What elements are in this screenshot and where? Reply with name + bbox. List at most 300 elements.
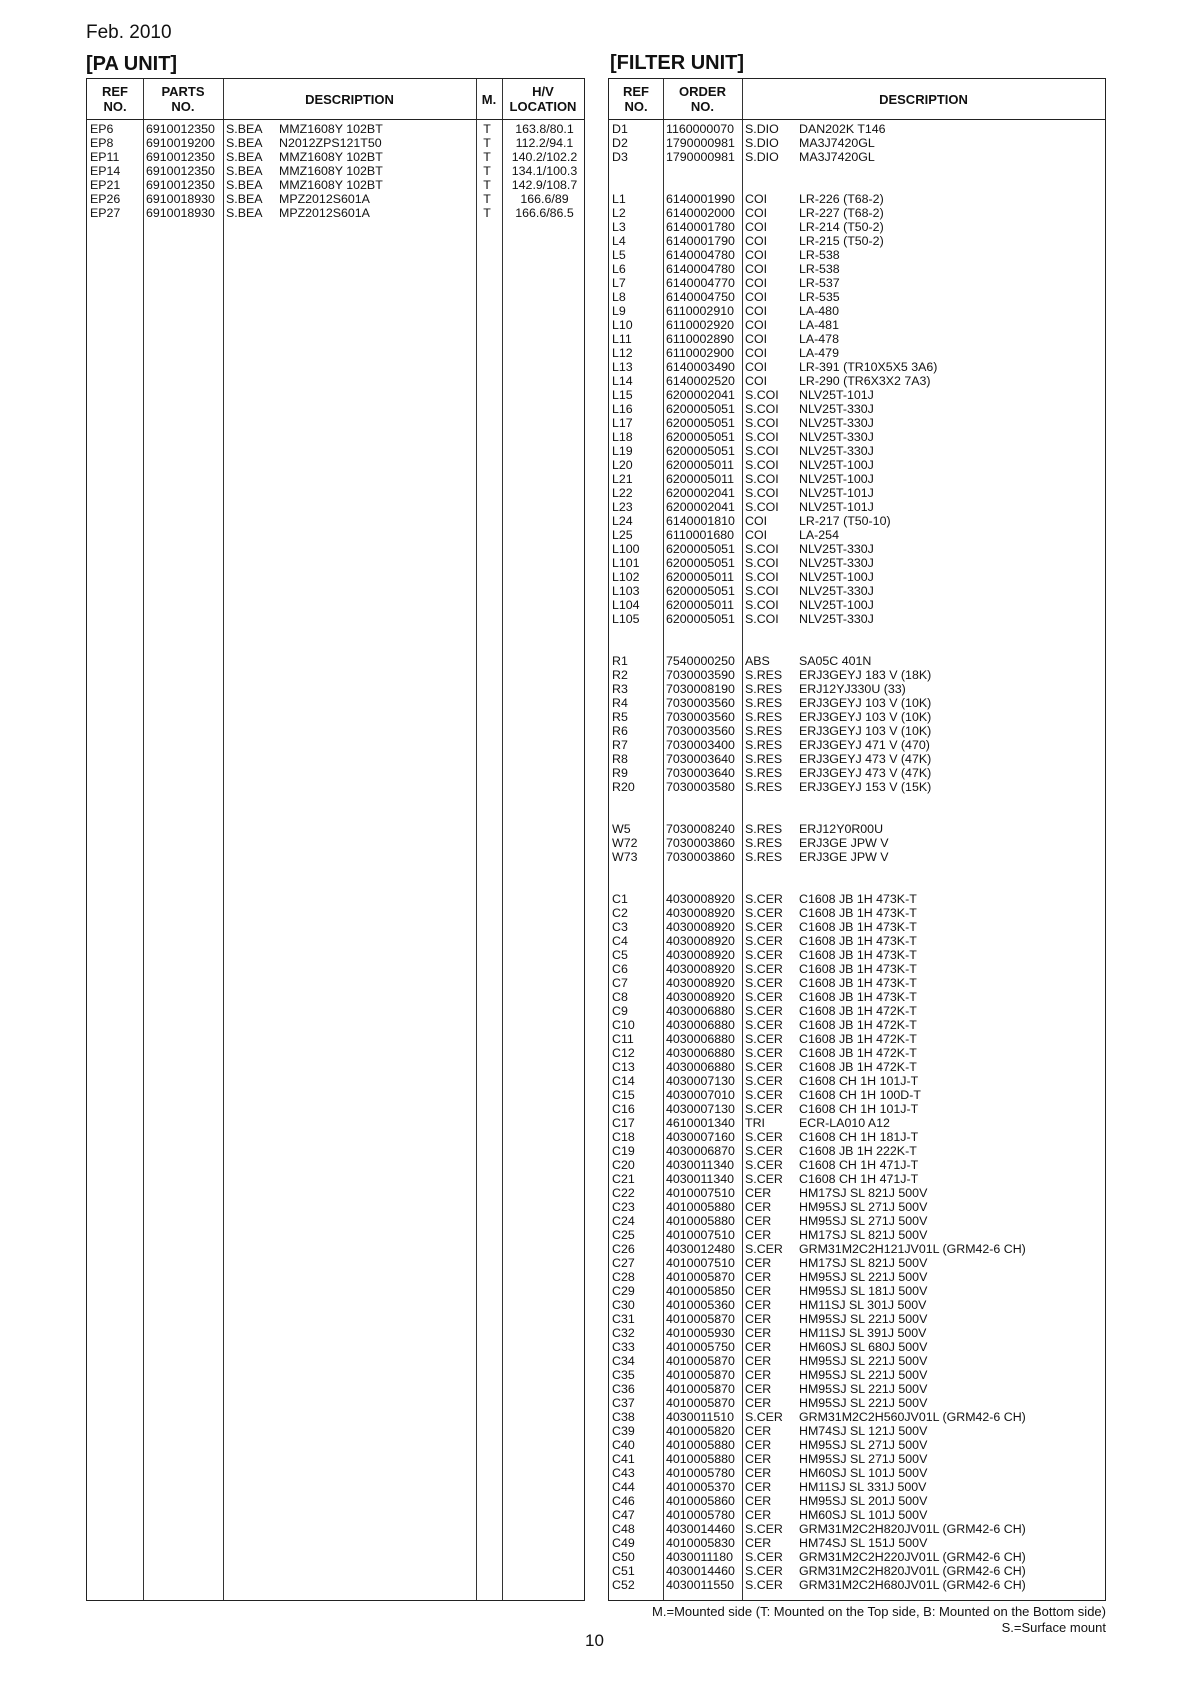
- order-no: 6200005011: [666, 598, 734, 612]
- table-row: [609, 1284, 1105, 1298]
- header-description: DESCRIPTION: [305, 91, 394, 107]
- ref-no: L15: [612, 388, 633, 402]
- table-row: [609, 976, 1105, 990]
- table-row: [609, 1004, 1105, 1018]
- table-row: [609, 654, 1105, 668]
- description: C1608 CH 1H 471J-T: [799, 1172, 919, 1186]
- part-type: S.CER: [745, 906, 783, 920]
- ref-no: C29: [612, 1284, 635, 1298]
- ref-no: C24: [612, 1214, 635, 1228]
- description: ERJ3GEYJ 103 V (10K): [799, 696, 932, 710]
- ref-no: R2: [612, 668, 628, 682]
- ref-no: R4: [612, 696, 628, 710]
- table-row: [609, 1326, 1105, 1340]
- order-no: 7030003860: [666, 836, 735, 850]
- ref-no: C39: [612, 1424, 635, 1438]
- table-row: [609, 1340, 1105, 1354]
- description: LR-290 (TR6X3X2 7A3): [799, 374, 931, 388]
- table-row: [609, 500, 1105, 514]
- part-type: S.CER: [745, 1060, 783, 1074]
- part-type: S.COI: [745, 430, 779, 444]
- table-row: [609, 1522, 1105, 1536]
- part-type: CER: [745, 1494, 772, 1508]
- table-row: [609, 122, 1105, 136]
- mounted-side: T: [483, 164, 491, 178]
- description: NLV25T-330J: [799, 584, 874, 598]
- order-no: 7030003560: [666, 710, 735, 724]
- part-type: S.CER: [745, 1172, 783, 1186]
- part-type: COI: [745, 234, 768, 248]
- description: N2012ZPS121T50: [279, 136, 382, 150]
- part-type: S.CER: [745, 1242, 783, 1256]
- description: C1608 JB 1H 473K-T: [799, 976, 917, 990]
- order-no: 4010005880: [666, 1452, 735, 1466]
- description: NLV25T-330J: [799, 416, 874, 430]
- description: NLV25T-101J: [799, 486, 874, 500]
- order-no: 6110002890: [666, 332, 734, 346]
- ref-no: C43: [612, 1466, 635, 1480]
- table-row: [609, 752, 1105, 766]
- ref-no: L100: [612, 542, 640, 556]
- ref-no: R20: [612, 780, 635, 794]
- part-type: COI: [745, 528, 768, 542]
- description: C1608 JB 1H 473K-T: [799, 948, 917, 962]
- part-type: S.BEA: [226, 136, 263, 150]
- part-type: S.COI: [745, 458, 779, 472]
- order-no: 6140003490: [666, 360, 735, 374]
- order-no: 4010005880: [666, 1438, 735, 1452]
- order-no: 1790000981: [666, 136, 735, 150]
- ref-no: C30: [612, 1298, 635, 1312]
- ref-no: C11: [612, 1032, 634, 1046]
- order-no: 4010005870: [666, 1312, 735, 1326]
- ref-no: R3: [612, 682, 628, 696]
- order-no: 4010005870: [666, 1354, 735, 1368]
- table-row: [609, 1480, 1105, 1494]
- ref-no: L22: [612, 486, 633, 500]
- table-row: [609, 1438, 1105, 1452]
- part-type: S.RES: [745, 752, 783, 766]
- order-no: 6200002041: [666, 486, 735, 500]
- column-divider: [476, 79, 477, 1600]
- filter-unit-rows: [609, 122, 1105, 1592]
- order-no: 6200005051: [666, 556, 735, 570]
- part-type: S.DIO: [745, 136, 779, 150]
- order-no: 6200002041: [666, 500, 735, 514]
- table-row: [609, 724, 1105, 738]
- table-row: [609, 290, 1105, 304]
- table-row: [609, 1536, 1105, 1550]
- order-no: 7030003560: [666, 696, 735, 710]
- description: MMZ1608Y 102BT: [279, 178, 383, 192]
- order-no: 4030014460: [666, 1564, 735, 1578]
- part-type: S.RES: [745, 766, 783, 780]
- description: NLV25T-330J: [799, 402, 874, 416]
- table-row: [609, 262, 1105, 276]
- part-type: CER: [745, 1214, 772, 1228]
- part-type: COI: [745, 206, 768, 220]
- description: ERJ3GEYJ 103 V (10K): [799, 724, 932, 738]
- order-no: 4010005930: [666, 1326, 735, 1340]
- part-type: S.CER: [745, 1004, 783, 1018]
- description: LR-537: [799, 276, 840, 290]
- description: MMZ1608Y 102BT: [279, 164, 383, 178]
- table-row: [609, 248, 1105, 262]
- part-type: ABS: [745, 654, 770, 668]
- description: HM95SJ SL 271J 500V: [799, 1200, 928, 1214]
- ref-no: L20: [612, 458, 633, 472]
- description: NLV25T-330J: [799, 444, 874, 458]
- ref-no: C9: [612, 1004, 628, 1018]
- description: HM74SJ SL 151J 500V: [799, 1536, 928, 1550]
- parts-no: 6910012350: [146, 164, 215, 178]
- part-type: COI: [745, 346, 768, 360]
- ref-no: C14: [612, 1074, 635, 1088]
- order-no: 4030011340: [666, 1158, 734, 1172]
- ref-no: R5: [612, 710, 628, 724]
- table-row: [609, 1158, 1105, 1172]
- ref-no: R6: [612, 724, 628, 738]
- table-row: [609, 1060, 1105, 1074]
- order-no: 7030003640: [666, 766, 735, 780]
- filter-unit-title: [FILTER UNIT]: [610, 52, 745, 74]
- part-type: S.COI: [745, 598, 779, 612]
- order-no: 7030003580: [666, 780, 735, 794]
- hv-location: 163.8/80.1: [515, 122, 574, 136]
- order-no: 6140004750: [666, 290, 735, 304]
- description: SA05C 401N: [799, 654, 872, 668]
- description: ERJ3GEYJ 183 V (18K): [799, 668, 932, 682]
- ref-no: C19: [612, 1144, 635, 1158]
- table-row: [609, 570, 1105, 584]
- part-type: S.BEA: [226, 206, 263, 220]
- ref-no: C5: [612, 948, 628, 962]
- header-divider: [87, 119, 584, 120]
- description: GRM31M2C2H820JV01L (GRM42-6 CH): [799, 1564, 1026, 1578]
- ref-no: C12: [612, 1046, 635, 1060]
- ref-no: C28: [612, 1270, 635, 1284]
- part-type: S.CER: [745, 1158, 783, 1172]
- header-ref-no: REF NO.: [623, 84, 649, 114]
- table-row: [609, 514, 1105, 528]
- description: ERJ12Y0R00U: [799, 822, 884, 836]
- ref-no: C32: [612, 1326, 635, 1340]
- part-type: S.CER: [745, 1102, 783, 1116]
- part-type: CER: [745, 1396, 772, 1410]
- part-type: S.RES: [745, 696, 783, 710]
- description: HM95SJ SL 271J 500V: [799, 1452, 928, 1466]
- part-type: S.BEA: [226, 164, 263, 178]
- date-label: Feb. 2010: [86, 22, 172, 43]
- header-divider: [609, 119, 1105, 120]
- table-row: [609, 1270, 1105, 1284]
- table-row: [609, 472, 1105, 486]
- table-row: [609, 528, 1105, 542]
- table-row: [609, 388, 1105, 402]
- part-type: S.COI: [745, 416, 779, 430]
- part-type: S.COI: [745, 472, 779, 486]
- description: NLV25T-330J: [799, 556, 874, 570]
- part-type: CER: [745, 1354, 772, 1368]
- hv-location: 166.6/89: [520, 192, 569, 206]
- order-no: 4010007510: [666, 1228, 735, 1242]
- description: HM95SJ SL 221J 500V: [799, 1396, 928, 1410]
- ref-no: L5: [612, 248, 626, 262]
- order-no: 6140001810: [666, 514, 735, 528]
- description: LA-481: [799, 318, 839, 332]
- parts-no: 6910012350: [146, 178, 215, 192]
- part-type: COI: [745, 276, 768, 290]
- table-row: [609, 1172, 1105, 1186]
- ref-no: D2: [612, 136, 628, 150]
- pa-unit-table: [86, 78, 585, 1601]
- description: GRM31M2C2H220JV01L (GRM42-6 CH): [799, 1550, 1026, 1564]
- column-divider: [502, 79, 503, 1600]
- table-row: [609, 136, 1105, 150]
- order-no: 6140001990: [666, 192, 735, 206]
- order-no: 6200005051: [666, 416, 735, 430]
- description: LA-479: [799, 346, 839, 360]
- part-type: COI: [745, 374, 768, 388]
- table-row: [609, 696, 1105, 710]
- ref-no: W5: [612, 822, 631, 836]
- table-row: [609, 1256, 1105, 1270]
- part-type: S.DIO: [745, 150, 779, 164]
- ref-no: C34: [612, 1354, 635, 1368]
- filter-unit-table: [608, 78, 1106, 1601]
- order-no: 6140002000: [666, 206, 735, 220]
- part-type: CER: [745, 1186, 772, 1200]
- order-no: 4010007510: [666, 1186, 735, 1200]
- order-no: 4010005370: [666, 1480, 735, 1494]
- ref-no: L105: [612, 612, 640, 626]
- ref-no: EP21: [90, 178, 121, 192]
- part-type: S.CER: [745, 1046, 783, 1060]
- order-no: 6110002910: [666, 304, 734, 318]
- description: LR-538: [799, 262, 840, 276]
- part-type: S.COI: [745, 542, 779, 556]
- part-type: S.CER: [745, 1018, 783, 1032]
- table-row: [609, 780, 1105, 794]
- description: LR-535: [799, 290, 840, 304]
- description: MA3J7420GL: [799, 150, 875, 164]
- description: ECR-LA010 A12: [799, 1116, 890, 1130]
- part-type: CER: [745, 1228, 772, 1242]
- ref-no: L2: [612, 206, 626, 220]
- description: C1608 CH 1H 101J-T: [799, 1074, 919, 1088]
- order-no: 4010005870: [666, 1382, 735, 1396]
- order-no: 4030008920: [666, 892, 735, 906]
- description: NLV25T-330J: [799, 430, 874, 444]
- description: HM95SJ SL 201J 500V: [799, 1494, 928, 1508]
- part-type: S.CER: [745, 920, 783, 934]
- description: LR-227 (T68-2): [799, 206, 884, 220]
- table-row: [609, 1508, 1105, 1522]
- part-type: CER: [745, 1256, 772, 1270]
- part-type: S.CER: [745, 990, 783, 1004]
- table-row: [609, 766, 1105, 780]
- header-ref-no: REF NO.: [102, 84, 128, 114]
- mounted-side: T: [483, 206, 491, 220]
- footnote-surface-mount: S.=Surface mount: [1001, 1620, 1106, 1635]
- ref-no: C49: [612, 1536, 635, 1550]
- ref-no: L19: [612, 444, 633, 458]
- ref-no: EP27: [90, 206, 121, 220]
- order-no: 4030006880: [666, 1032, 735, 1046]
- part-type: CER: [745, 1480, 772, 1494]
- ref-no: L16: [612, 402, 633, 416]
- part-type: S.BEA: [226, 178, 263, 192]
- ref-no: L23: [612, 500, 633, 514]
- description: GRM31M2C2H560JV01L (GRM42-6 CH): [799, 1410, 1026, 1424]
- ref-no: C1: [612, 892, 628, 906]
- table-row: [609, 346, 1105, 360]
- order-no: 7030003560: [666, 724, 735, 738]
- table-row: [609, 948, 1105, 962]
- description: HM95SJ SL 271J 500V: [799, 1438, 928, 1452]
- description: HM11SJ SL 331J 500V: [799, 1480, 927, 1494]
- part-type: CER: [745, 1312, 772, 1326]
- table-row: [609, 1018, 1105, 1032]
- description: C1608 CH 1H 101J-T: [799, 1102, 919, 1116]
- description: NLV25T-100J: [799, 598, 874, 612]
- table-row: [609, 1424, 1105, 1438]
- description: MA3J7420GL: [799, 136, 875, 150]
- table-row: [609, 710, 1105, 724]
- order-no: 4010005860: [666, 1494, 735, 1508]
- ref-no: EP6: [90, 122, 114, 136]
- description: HM60SJ SL 101J 500V: [799, 1466, 928, 1480]
- table-row: [609, 682, 1105, 696]
- description: LR-226 (T68-2): [799, 192, 884, 206]
- description: GRM31M2C2H820JV01L (GRM42-6 CH): [799, 1522, 1026, 1536]
- description: LA-254: [799, 528, 839, 542]
- ref-no: C20: [612, 1158, 635, 1172]
- order-no: 4030006880: [666, 1060, 735, 1074]
- part-type: CER: [745, 1424, 772, 1438]
- part-type: S.RES: [745, 780, 783, 794]
- ref-no: C6: [612, 962, 628, 976]
- table-row: [609, 1102, 1105, 1116]
- group-spacer: [609, 178, 1105, 192]
- description: NLV25T-330J: [799, 612, 874, 626]
- parts-no: 6910019200: [146, 136, 215, 150]
- ref-no: C15: [612, 1088, 635, 1102]
- part-type: S.CER: [745, 1564, 783, 1578]
- order-no: 7030003400: [666, 738, 735, 752]
- part-type: S.COI: [745, 486, 779, 500]
- part-type: S.CER: [745, 1074, 783, 1088]
- ref-no: C31: [612, 1312, 635, 1326]
- group-spacer: [609, 864, 1105, 878]
- order-no: 6200005051: [666, 584, 735, 598]
- ref-no: L10: [612, 318, 633, 332]
- description: HM95SJ SL 221J 500V: [799, 1270, 928, 1284]
- table-row: [609, 332, 1105, 346]
- description: HM17SJ SL 821J 500V: [799, 1228, 928, 1242]
- table-row: [609, 444, 1105, 458]
- order-no: 4030006870: [666, 1144, 735, 1158]
- parts-no: 6910018930: [146, 206, 215, 220]
- table-row: [609, 234, 1105, 248]
- ref-no: C13: [612, 1060, 635, 1074]
- order-no: 4030008920: [666, 920, 735, 934]
- part-type: CER: [745, 1466, 772, 1480]
- table-row: [609, 850, 1105, 864]
- order-no: 6200005051: [666, 430, 735, 444]
- part-type: CER: [745, 1368, 772, 1382]
- ref-no: C26: [612, 1242, 635, 1256]
- part-type: CER: [745, 1438, 772, 1452]
- ref-no: R1: [612, 654, 628, 668]
- description: MPZ2012S601A: [279, 192, 370, 206]
- mounted-side: T: [483, 136, 491, 150]
- part-type: S.CER: [745, 976, 783, 990]
- part-type: S.CER: [745, 948, 783, 962]
- description: NLV25T-100J: [799, 570, 874, 584]
- description: HM17SJ SL 821J 500V: [799, 1256, 928, 1270]
- order-no: 4030012480: [666, 1242, 735, 1256]
- table-row: [609, 416, 1105, 430]
- group-spacer: [609, 794, 1105, 808]
- part-type: S.COI: [745, 584, 779, 598]
- description: C1608 JB 1H 473K-T: [799, 892, 917, 906]
- table-row: [609, 430, 1105, 444]
- ref-no: C35: [612, 1368, 635, 1382]
- description: GRM31M2C2H121JV01L (GRM42-6 CH): [799, 1242, 1026, 1256]
- header-mounted: M.: [481, 91, 497, 107]
- ref-no: L12: [612, 346, 633, 360]
- table-row: [609, 738, 1105, 752]
- part-type: S.RES: [745, 850, 783, 864]
- order-no: 4010005750: [666, 1340, 735, 1354]
- ref-no: C36: [612, 1382, 635, 1396]
- table-row: [609, 584, 1105, 598]
- pa-unit-rows: [87, 122, 584, 220]
- group-spacer: [609, 808, 1105, 822]
- hv-location: 142.9/108.7: [511, 178, 578, 192]
- description: LR-217 (T50-10): [799, 514, 891, 528]
- part-type: CER: [745, 1284, 772, 1298]
- description: C1608 JB 1H 472K-T: [799, 1060, 917, 1074]
- table-row: [609, 1088, 1105, 1102]
- ref-no: L25: [612, 528, 633, 542]
- table-row: [609, 1186, 1105, 1200]
- order-no: 1160000070: [666, 122, 734, 136]
- ref-no: EP11: [90, 150, 120, 164]
- table-row: [609, 934, 1105, 948]
- column-divider: [143, 79, 144, 1600]
- ref-no: L13: [612, 360, 633, 374]
- order-no: 4010007510: [666, 1256, 735, 1270]
- table-row: [609, 1116, 1105, 1130]
- order-no: 1790000981: [666, 150, 735, 164]
- order-no: 6200005051: [666, 612, 735, 626]
- order-no: 7030003640: [666, 752, 735, 766]
- description: NLV25T-100J: [799, 472, 874, 486]
- part-type: COI: [745, 332, 768, 346]
- ref-no: EP26: [90, 192, 121, 206]
- ref-no: L101: [612, 556, 640, 570]
- ref-no: C40: [612, 1438, 635, 1452]
- header-hv-location: H/V LOCATION: [509, 84, 577, 114]
- table-row: [609, 612, 1105, 626]
- ref-no: D3: [612, 150, 628, 164]
- part-type: S.COI: [745, 612, 779, 626]
- header-order-no: ORDER NO.: [679, 84, 726, 114]
- order-no: 7030008240: [666, 822, 735, 836]
- part-type: CER: [745, 1340, 772, 1354]
